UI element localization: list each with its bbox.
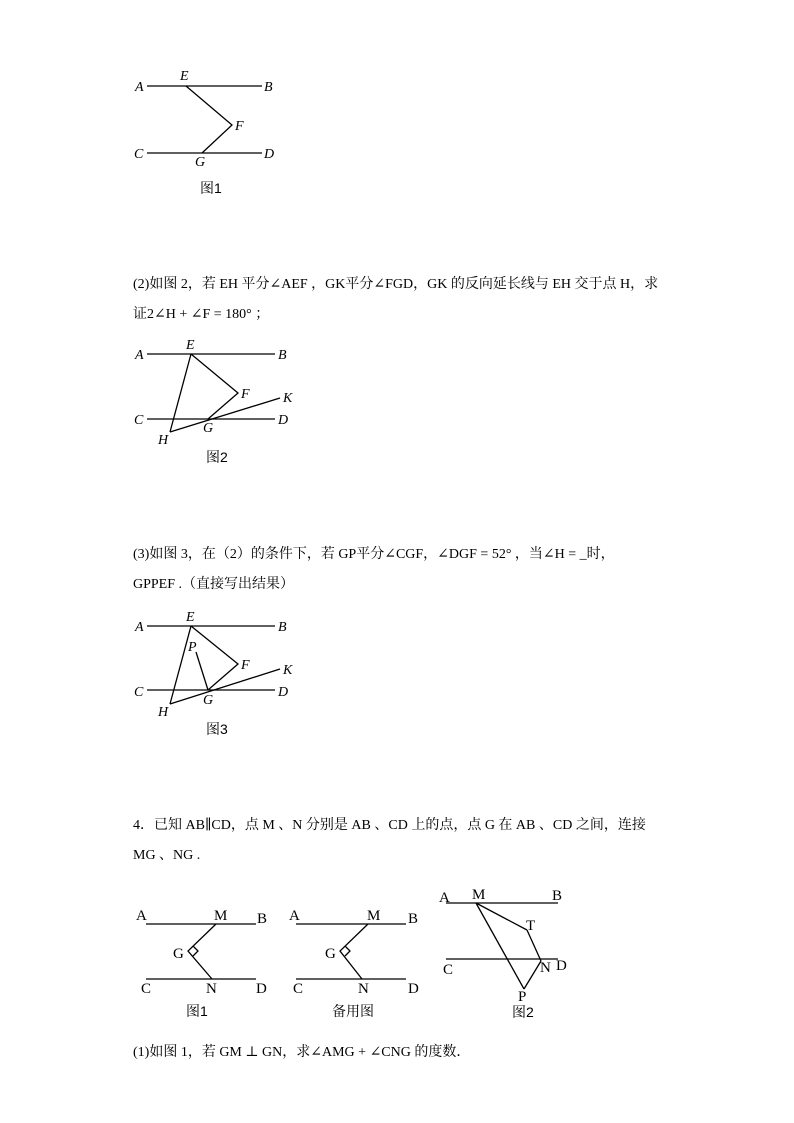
- label-p: P: [188, 640, 197, 655]
- label-n: N: [540, 960, 551, 976]
- label-d: D: [278, 685, 289, 700]
- question-3-line-1: (3)如图 3，在（2）的条件下，若 GP平分∠CGF，∠DGF = 52° ，当∠H = _时，: [133, 547, 615, 562]
- label-h: H: [158, 705, 169, 720]
- label-d: D: [278, 413, 289, 428]
- label-g: G: [325, 946, 336, 962]
- label-m: M: [472, 887, 486, 903]
- label-p: P: [518, 989, 527, 1005]
- question-4-part-1-line-1: (1)如图 1，若 GM ⊥ GN，求∠AMG + ∠CNG 的度数．: [133, 1045, 471, 1060]
- label-f: F: [235, 119, 244, 134]
- label-g: G: [195, 155, 206, 170]
- label-a: A: [289, 908, 300, 924]
- label-c: C: [134, 413, 144, 428]
- label-g: G: [203, 421, 214, 436]
- label-b: B: [278, 348, 287, 363]
- line-tn: [527, 930, 541, 961]
- line-np: [524, 961, 541, 989]
- label-m: M: [367, 908, 381, 924]
- label-f: F: [241, 658, 250, 673]
- label-c: C: [134, 147, 144, 162]
- label-d: D: [264, 147, 275, 162]
- label-b: B: [264, 80, 273, 95]
- label-d: D: [408, 981, 419, 997]
- label-a: A: [439, 890, 450, 906]
- label-n: N: [206, 981, 217, 997]
- label-t: T: [526, 918, 536, 934]
- label-e: E: [186, 338, 195, 353]
- label-a: A: [135, 348, 144, 363]
- figure-caption: 图3: [206, 721, 228, 737]
- label-a: A: [135, 80, 144, 95]
- label-c: C: [293, 981, 304, 997]
- label-b: B: [552, 888, 563, 904]
- figure-caption: 图1: [186, 1003, 208, 1019]
- label-b: B: [408, 911, 419, 927]
- label-e: E: [180, 69, 189, 84]
- question-4-part-1: [133, 1038, 693, 1068]
- label-f: F: [241, 387, 250, 402]
- label-h: H: [158, 433, 169, 448]
- label-c: C: [134, 685, 144, 700]
- label-k: K: [283, 391, 293, 406]
- label-d: D: [556, 958, 567, 974]
- label-a: A: [135, 620, 144, 635]
- question-4-line-2: MG 、NG .: [133, 848, 201, 863]
- label-k: K: [283, 663, 293, 678]
- label-m: M: [214, 908, 228, 924]
- figure-caption: 备用图: [332, 1003, 374, 1019]
- label-g: G: [173, 946, 184, 962]
- figure-caption: 图1: [200, 180, 222, 196]
- label-g: G: [203, 693, 214, 708]
- question-4-line-1: 4．已知 AB∥CD，点 M 、N 分别是 AB 、CD 上的点，点 G 在 AB 、CD 之间，连接: [133, 818, 646, 833]
- label-a: A: [136, 908, 147, 924]
- question-2-line-2: 证2∠H + ∠F = 180° ；: [133, 307, 270, 322]
- label-n: N: [358, 981, 369, 997]
- question-2-line-1: (2)如图 2，若 EH 平分∠AEF ，GK平分∠FGD，GK 的反向延长线与 EH 交于点 H，求: [133, 277, 659, 292]
- figure-caption: 图2: [206, 449, 228, 465]
- label-d: D: [256, 981, 267, 997]
- label-c: C: [141, 981, 152, 997]
- question-3-line-2: GPPEF .（直接写出结果）: [133, 577, 295, 592]
- figure-caption: 图2: [512, 1004, 534, 1020]
- label-e: E: [186, 610, 195, 625]
- label-b: B: [257, 911, 268, 927]
- label-c: C: [443, 962, 454, 978]
- label-b: B: [278, 620, 287, 635]
